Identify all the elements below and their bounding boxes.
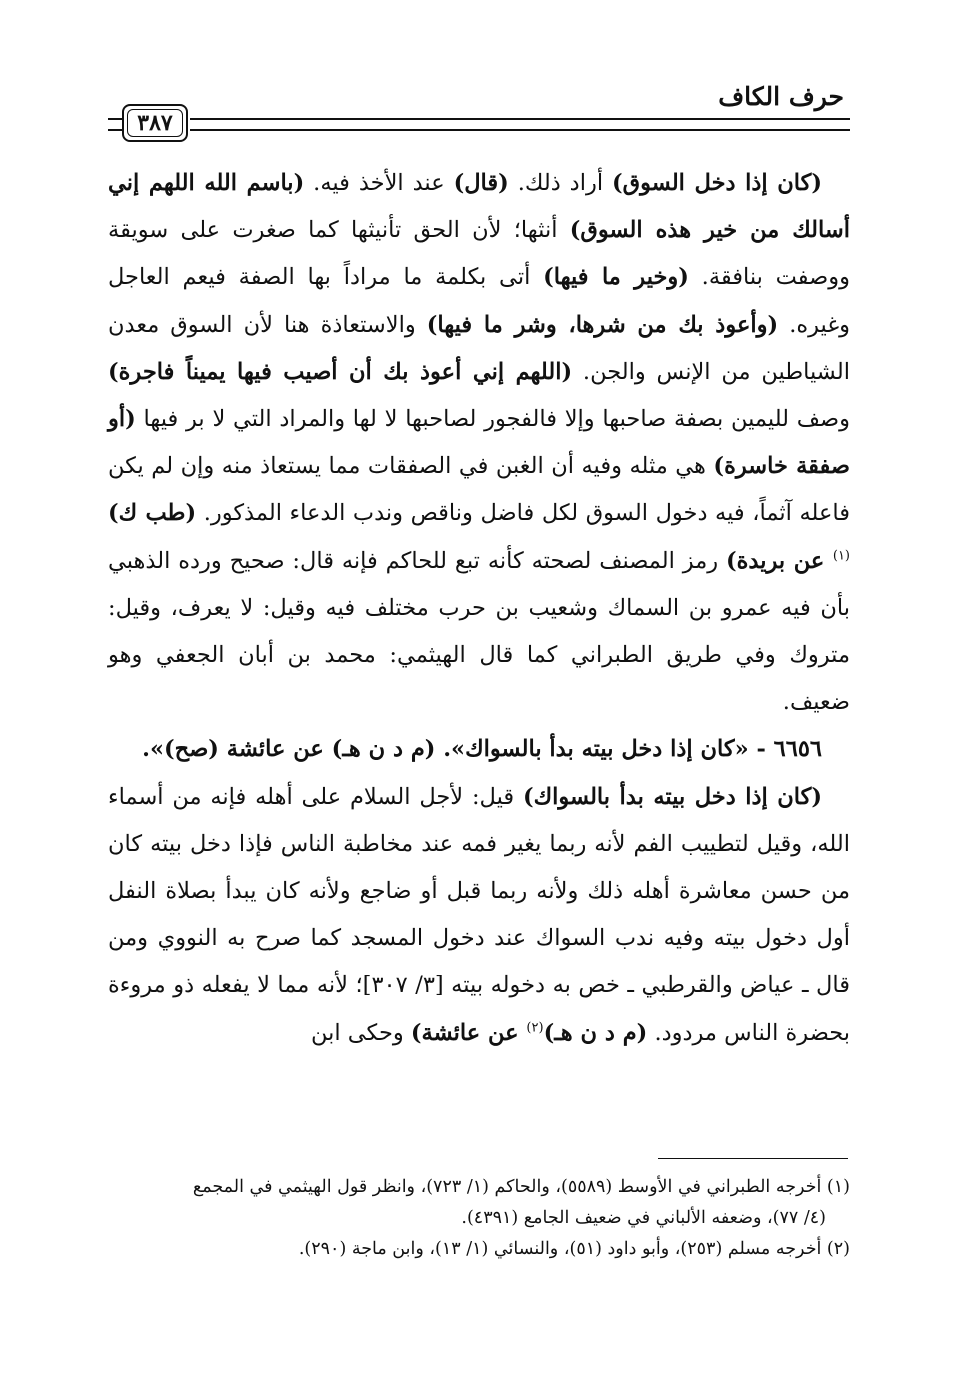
hadith-quote: (وخير ما فيها) <box>543 264 689 291</box>
hadith-quote: (كان إذا دخل بيته بدأ بالسواك) <box>522 783 822 810</box>
page-number-badge <box>122 104 188 142</box>
hadith-quote: (اللهم إني أعوذ بك أن أصيب فيها يميناً فاجرة) <box>108 358 573 385</box>
header-rule-end <box>108 118 122 131</box>
narrator: عن بريدة) <box>726 547 833 574</box>
commentary: أنثها؛ لأن الحق تأنيثها كما صغرت على سويقة ووصفت بنافقة. <box>108 217 850 291</box>
hadith-quote: (باسم الله اللهم إني أسالك من خير هذه السوق) <box>108 170 851 244</box>
commentary: أتى بكلمة ما مراداً بها الصفة فيعم العاجل وغيره. <box>108 264 850 338</box>
hadith-quote: (قال) <box>453 170 509 196</box>
footnote-2: (٢) أخرجه مسلم (٢٥٣)، وأبو داود (٥١)، والنسائي (١/ ١٣)، وابن ماجة (٢٩٠). <box>298 1239 850 1259</box>
hadith-quote: (وأعوذ بك من شرها، وشر ما فيها) <box>426 311 779 338</box>
footnote-1: (١) أخرجه الطبراني في الأوسط (٥٥٨٩)، والحاكم (١/ ٧٢٣)، وانظر قول الهيثمي في المجمع <box>192 1177 850 1197</box>
source-code: (طب ك) <box>108 500 197 527</box>
commentary: أراد ذلك. <box>508 170 613 196</box>
footnotes <box>108 1172 850 1265</box>
commentary: عند الأخذ فيه. <box>304 170 454 196</box>
source-code: (م د ن هـ) <box>543 1019 648 1046</box>
commentary: هي مثله وفيه أن الغبن في الصفقات مما يستعاذ منه وإن لم يكن فاعله آثماً، فيه دخول السوق لكل فاضل وناقص وندب الدعاء المذكور. <box>108 453 851 527</box>
page-number: ٣٨٧ <box>137 110 173 136</box>
commentary: والاستعاذة هنا لأن السوق معدن الشياطين من الإنس والجن. <box>108 311 850 385</box>
hadith-number: ٦٦٥٦ - <box>748 736 822 763</box>
footnote-1-continued: (٤/ ٧٧)، وضعفه الألباني في ضعيف الجامع (٤٣٩١). <box>461 1208 826 1228</box>
paragraph-1 <box>108 160 850 726</box>
hadith-text: «كان إذا دخل بيته بدأ بالسواك». (م د ن هـ) عن عائشة (صح)». <box>142 736 749 763</box>
chapter-title: حرف الكاف <box>718 82 844 111</box>
commentary: رمز المصنف لصحته كأنه تبع للحاكم فإنه قال: صحيح ورده الذهبي بأن فيه عمرو بن السماك وشعيب بن حرب مختلف فيه وقيل: لا يعرف، وقيل: متروك وفي طريق الطبراني كما قال الهيثمي: محمد بن أبان الجعفي وهو ضعيف. <box>108 547 850 716</box>
header-rule <box>190 118 850 131</box>
hadith-quote: (كان إذا دخل السوق) <box>612 170 822 196</box>
body-text <box>108 160 850 1057</box>
paragraph-3 <box>108 774 850 1057</box>
footnote-marker[interactable]: (٢) <box>526 1020 544 1036</box>
commentary: وصف لليمين بصفة صاحبها وإلا فالفجور لصاحبها لا لها والمراد التي لا بر فيها <box>135 406 850 433</box>
commentary: وحكى ابن <box>310 1019 411 1046</box>
commentary: قيل: لأجل السلام على أهله فإنه من أسماء الله، وقيل لتطييب الفم لأنه ربما يغير فمه عند مخاطبة الناس فإذا دخل بيته كان من حسن معاشرة أهله ذلك ولأنه ربما قبل أو ضاجع ولأنه كان يبدأ بصلاة النفل أول دخول بيته وفيه ندب السواك عند دخول المسجد كما صرح به النووي ومن قال ـ عياض والقرطبي ـ خص به دخوله بيته [٣/ ٣٠٧]؛ لأنه مما لا يفعله ذو مروءة بحضرة الناس مردود. <box>108 783 851 1046</box>
narrator: عن عائشة) <box>410 1019 527 1046</box>
paragraph-2 <box>108 726 850 773</box>
hadith-quote: (أو صفقة خاسرة) <box>108 406 850 480</box>
footnote-marker[interactable]: (١) <box>832 548 850 564</box>
footnote-separator <box>658 1158 848 1159</box>
